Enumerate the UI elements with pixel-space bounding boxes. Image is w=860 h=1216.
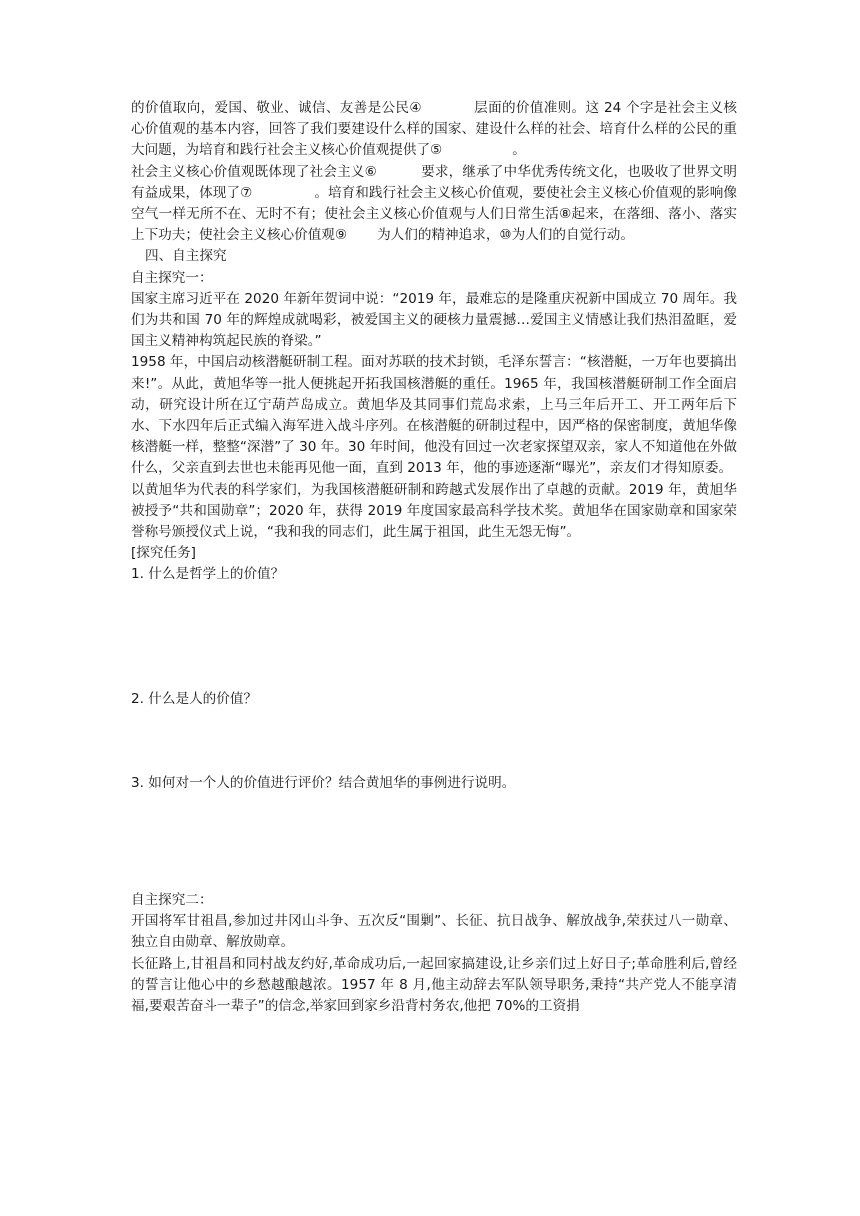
intro-text-1c: 。 bbox=[512, 142, 526, 159]
section-heading: 四、自主探究 bbox=[145, 248, 227, 265]
answer-space-3[interactable] bbox=[131, 794, 737, 890]
intro-text-2a: 社会主义核心价值观既体现了社会主义⑥ bbox=[131, 163, 377, 180]
inquiry1-paragraph-2: 1958 年，中国启动核潜艇研制工程。面对苏联的技术封锁，毛泽东誓言：“核潜艇，一万年也要搞出来!”。从此，黄旭华等一批人便挑起开拓我国核潜艇的重任。1965 年，我国核潜艇研制工作全面启动，研究设计所在辽宁葫芦岛成立。黄旭华及其同事们荒岛求索，上马三年后开工、开工两年后下水、下水四年后正式编入海军进入战斗序列。在核潜艇的研制过程中，因严格的保密制度，黄旭华像核潜艇一样，整整“深潜”了 30 年。30 年时间，他没有回过一次老家探望双亲，家人不知道他在外做什么，父亲直到去世也未能再见他一面，直到 2013 年，他的事迹逐渐“曝光”，亲友们才得知原委。 bbox=[131, 354, 737, 477]
intro-text-2b: 要求，继承了中华优秀传统文化，也吸收了世界文明有益成果，体现了⑦ bbox=[131, 163, 738, 201]
intro-paragraph-1 bbox=[131, 98, 737, 162]
answer-space-2[interactable] bbox=[131, 710, 737, 773]
question-3: 3. 如何对一个人的价值进行评价？结合黄旭华的事例进行说明。 bbox=[131, 774, 516, 791]
inquiry1-paragraph-1: 国家主席习近平在 2020 年新年贺词中说：“2019 年，最难忘的是隆重庆祝新中国成立 70 周年。我们为共和国 70 年的辉煌成就喝彩，被爱国主义的硬核力量震撼…爱国主义情感让我们热泪盈眶，爱国主义精神构筑起民族的脊梁。” bbox=[131, 290, 737, 350]
document-page bbox=[131, 98, 737, 1017]
intro-text-2c: 。培育和践行社会主义核心价值观，要使社会主义核心价值观的影响像空气一样无所不在、无时不有；使社会主义核心价值观与人们日常生活⑧起来，在落细、落小、落实上下功夫；使社会主义核心价值观⑨ bbox=[131, 184, 738, 244]
inquiry1-title: 自主探究一： bbox=[131, 269, 213, 286]
intro-paragraph-2 bbox=[131, 162, 737, 247]
inquiry1-paragraph-3: 以黄旭华为代表的科学家们，为我国核潜艇研制和跨越式发展作出了卓越的贡献。2019 年，黄旭华被授予“共和国勋章”；2020 年，获得 2019 年度国家最高科学技术奖。黄旭华在国家勋章和国家荣誉称号颁授仪式上说，“我和我的同志们，此生属于祖国，此生无怨无悔”。 bbox=[131, 481, 737, 541]
intro-text-1a: 的价值取向，爱国、敬业、诚信、友善是公民④ bbox=[131, 100, 422, 116]
task-label: [探究任务] bbox=[131, 545, 196, 562]
inquiry2-paragraph-1: 开国将军甘祖昌,参加过井冈山斗争、五次反“围剿”、长征、抗日战争、解放战争,荣获过八一勋章、独立自由勋章、解放勋章。 bbox=[131, 913, 737, 951]
intro-text-2d: 为人们的精神追求，⑩为人们的自觉行动。 bbox=[377, 227, 634, 244]
question-2: 2. 什么是人的价值？ bbox=[131, 690, 258, 707]
answer-space-1[interactable] bbox=[131, 586, 737, 689]
question-1: 1. 什么是哲学上的价值？ bbox=[131, 566, 285, 583]
inquiry2-paragraph-2: 长征路上,甘祖昌和同村战友约好,革命成功后,一起回家搞建设,让乡亲们过上好日子;革命胜利后,曾经的誓言让他心中的乡愁越酿越浓。1957 年 8 月,他主动辞去军队领导职务,秉持“共产党人不能享清福,要艰苦奋斗一辈子”的信念,举家回到家乡沿背村务农,他把 70%的工资捐 bbox=[131, 955, 737, 1015]
inquiry2-title: 自主探究二： bbox=[131, 892, 213, 909]
intro-text-1b: 层面的价值准则。这 24 个字是社会主义核心价值观的基本内容，回答了我们要建设什么样的国家、建设什么样的社会、培育什么样的公民的重大问题，为培育和践行社会主义核心价值观提供了⑤ bbox=[131, 100, 737, 159]
